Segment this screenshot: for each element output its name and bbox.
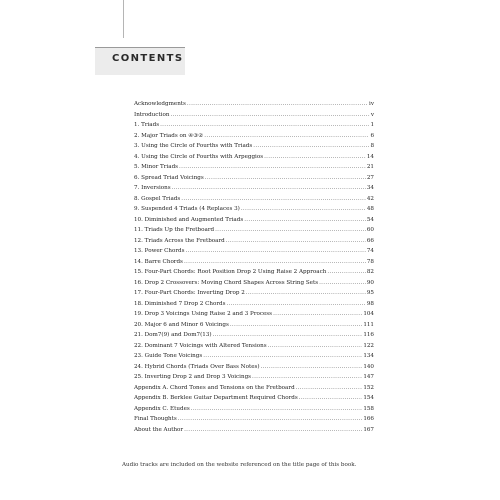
toc-dot-leader [244, 215, 366, 226]
toc-entry [134, 236, 374, 247]
toc-entry-title: 22. Dominant 7 Voicings with Altered Tensions [134, 342, 267, 349]
toc-entry-page: iv [369, 101, 374, 107]
toc-entry [134, 131, 374, 142]
toc-dot-leader [204, 131, 369, 142]
toc-dot-leader [241, 204, 366, 215]
toc-entry-title: Appendix A. Chord Tones and Tensions on the Fretboard [134, 384, 295, 391]
toc-entry-page: 27 [366, 174, 374, 181]
toc-entry [134, 257, 374, 268]
toc-entry-title: Acknowledgments [134, 101, 186, 107]
toc-entry-page: 66 [366, 237, 374, 244]
toc-entry-title: 6. Spread Triad Voicings [134, 174, 204, 181]
toc-dot-leader [327, 267, 366, 278]
toc-entry-page: 54 [366, 216, 374, 223]
toc-entry-title: Introduction [134, 111, 170, 118]
toc-entry [134, 278, 374, 289]
toc-entry-page: 134 [363, 353, 374, 359]
toc-dot-leader [319, 278, 366, 289]
table-of-contents [134, 99, 374, 435]
toc-entry [134, 141, 374, 152]
toc-dot-leader [160, 120, 369, 131]
toc-entry-title: 4. Using the Circle of Fourths with Arpeggios [134, 153, 264, 160]
toc-dot-leader [187, 99, 368, 110]
toc-entry [134, 110, 374, 121]
toc-entry [134, 372, 374, 383]
toc-entry [134, 330, 374, 341]
toc-entry-page: 78 [366, 258, 374, 265]
toc-entry-page: 90 [366, 279, 374, 286]
toc-entry-page: 98 [366, 300, 374, 307]
toc-entry-page: 95 [366, 290, 374, 296]
toc-entry-page: 147 [363, 374, 374, 380]
toc-dot-leader [181, 194, 366, 205]
header-vertical-rule [123, 0, 124, 38]
toc-entry-title: 1. Triads [134, 122, 160, 128]
toc-entry-page: 154 [363, 395, 374, 401]
toc-entry-page: 60 [366, 227, 374, 233]
toc-entry [134, 204, 374, 215]
toc-entry-title: 11. Triads Up the Fretboard [134, 227, 215, 233]
toc-entry-title: 12. Triads Across the Fretboard [134, 237, 225, 244]
toc-entry [134, 162, 374, 173]
toc-entry [134, 246, 374, 257]
toc-entry-title: 15. Four-Part Chords: Root Position Drop 2 Using Raise 2 Approach [134, 269, 327, 275]
toc-dot-leader [178, 414, 363, 425]
toc-entry-title: 18. Diminished 7 Drop 2 Chords [134, 300, 226, 307]
toc-entry-title: Appendix C. Etudes [134, 405, 190, 412]
toc-dot-leader [230, 320, 362, 331]
toc-entry [134, 267, 374, 278]
toc-entry-title: 23. Guide Tone Voicings [134, 353, 203, 359]
toc-entry [134, 351, 374, 362]
toc-dot-leader [170, 110, 369, 121]
toc-dot-leader [191, 404, 363, 415]
toc-dot-leader [205, 173, 366, 184]
toc-entry [134, 414, 374, 425]
toc-entry-title: 2. Major Triads on ④③② [134, 132, 204, 139]
toc-dot-leader [226, 236, 366, 247]
toc-entry [134, 152, 374, 163]
toc-dot-leader [268, 341, 363, 352]
toc-entry-page: 166 [363, 416, 374, 422]
toc-entry-page: 167 [363, 426, 374, 433]
toc-entry-title: Appendix B. Berklee Guitar Department Required Chords [134, 395, 298, 401]
toc-entry [134, 183, 374, 194]
toc-entry [134, 288, 374, 299]
toc-entry-page: 42 [366, 195, 374, 202]
toc-dot-leader [179, 162, 366, 173]
toc-entry-page: 14 [366, 153, 374, 160]
toc-entry [134, 320, 374, 331]
toc-dot-leader [252, 372, 362, 383]
audio-footnote: Audio tracks are included on the website referenced on the title page of this book. [122, 462, 357, 468]
toc-entry-page: v [370, 111, 374, 118]
toc-entry [134, 215, 374, 226]
toc-entry-title: 20. Major 6 and Minor 6 Voicings [134, 321, 229, 328]
toc-entry-title: Final Thoughts [134, 416, 177, 422]
toc-dot-leader [215, 225, 366, 236]
toc-entry [134, 425, 374, 436]
page-title: CONTENTS [112, 53, 184, 64]
toc-dot-leader [186, 246, 366, 257]
toc-entry-page: 82 [366, 269, 374, 275]
toc-entry [134, 225, 374, 236]
toc-entry-title: 14. Barre Chords [134, 258, 183, 265]
toc-dot-leader [227, 299, 366, 310]
toc-dot-leader [246, 288, 366, 299]
toc-entry-page: 74 [366, 248, 374, 254]
toc-entry-title: 17. Four-Part Chords: Inverting Drop 2 [134, 290, 245, 296]
toc-entry [134, 404, 374, 415]
toc-entry-page: 8 [370, 143, 374, 149]
toc-entry-title: 5. Minor Triads [134, 164, 179, 170]
toc-dot-leader [213, 330, 363, 341]
toc-entry-page: 6 [370, 132, 374, 139]
toc-entry [134, 383, 374, 394]
toc-entry-title: 21. Dom7(9) and Dom7(13) [134, 332, 212, 338]
toc-dot-leader [184, 425, 362, 436]
toc-entry [134, 309, 374, 320]
toc-entry-title: 7. Inversions [134, 185, 171, 191]
toc-entry-title: 9. Suspended 4 Triads (4 Replaces 3) [134, 206, 240, 212]
toc-entry-page: 111 [363, 321, 374, 328]
toc-entry [134, 341, 374, 352]
toc-entry-page: 116 [363, 332, 374, 338]
toc-entry [134, 120, 374, 131]
toc-entry-page: 1 [370, 122, 374, 128]
toc-entry-page: 152 [363, 384, 374, 391]
toc-entry-title: 10. Diminished and Augmented Triads [134, 216, 244, 223]
toc-entry [134, 362, 374, 373]
toc-entry-title: 19. Drop 3 Voicings Using Raise 2 and 3 Process [134, 311, 273, 317]
toc-dot-leader [273, 309, 362, 320]
toc-entry-title: 25. Inverting Drop 2 and Drop 3 Voicings [134, 374, 252, 380]
toc-dot-leader [184, 257, 366, 268]
toc-entry [134, 393, 374, 404]
toc-dot-leader [264, 152, 366, 163]
toc-dot-leader [203, 351, 362, 362]
toc-entry [134, 194, 374, 205]
toc-entry-title: 8. Gospel Triads [134, 195, 181, 202]
toc-entry [134, 99, 374, 110]
toc-entry-title: About the Author [134, 426, 184, 433]
toc-dot-leader [261, 362, 363, 373]
toc-entry [134, 299, 374, 310]
toc-entry-title: 13. Power Chords [134, 248, 185, 254]
toc-entry-page: 140 [363, 363, 374, 370]
toc-dot-leader [296, 383, 363, 394]
toc-entry-page: 21 [366, 164, 374, 170]
toc-entry [134, 173, 374, 184]
toc-entry-page: 122 [363, 342, 374, 349]
toc-entry-title: 16. Drop 2 Crossovers: Moving Chord Shapes Across String Sets [134, 279, 319, 286]
toc-dot-leader [172, 183, 366, 194]
toc-entry-page: 48 [366, 206, 374, 212]
toc-entry-title: 3. Using the Circle of Fourths with Triads [134, 143, 253, 149]
toc-dot-leader [299, 393, 363, 404]
toc-entry-page: 34 [366, 185, 374, 191]
toc-entry-page: 158 [363, 405, 374, 412]
toc-dot-leader [253, 141, 369, 152]
toc-entry-title: 24. Hybrid Chords (Triads Over Bass Notes) [134, 363, 260, 370]
toc-entry-page: 104 [363, 311, 374, 317]
